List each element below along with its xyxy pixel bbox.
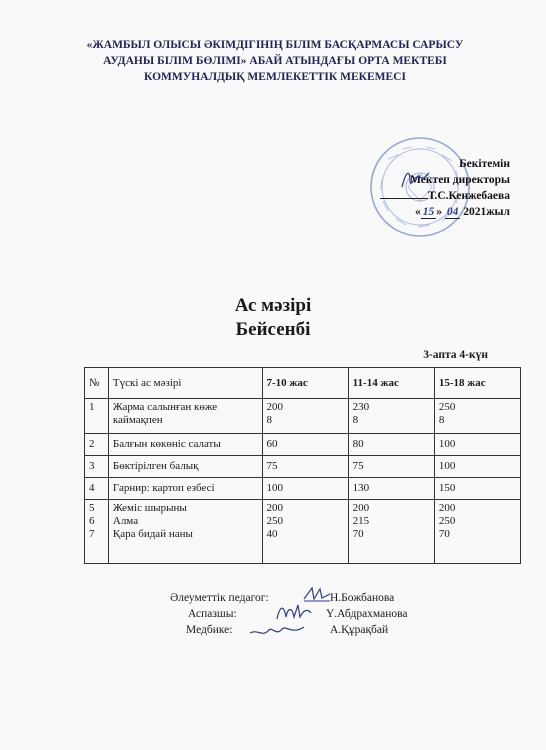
row-qty-11-14 [348, 399, 434, 434]
row-dish [108, 478, 262, 500]
date-year: 2021жыл [463, 206, 510, 218]
table-row [85, 399, 521, 434]
qty-value: 8 [266, 414, 272, 426]
qty-value: 250 [438, 401, 456, 413]
approval-signature-line [360, 188, 510, 204]
qty-value: 40 [266, 528, 278, 540]
nurse-signature-icon [248, 619, 306, 641]
qty-value: 8 [352, 414, 359, 426]
qty-value: 250 [438, 515, 456, 527]
director-signature-icon [398, 167, 432, 191]
pedagogue-role: Әлеуметтік педагог: [170, 592, 269, 604]
header-line-1: «ЖАМБЫЛ ОЛЫСЫ ӘКІМДІГІНІҢ БІЛІМ БАСҚАРМАСЫ САРЫСУ [86, 39, 464, 51]
approval-title: Бекітемін [459, 158, 510, 170]
row-number-value: 5 [89, 502, 95, 514]
qty-value: 150 [438, 482, 456, 494]
signature-row-pedagogue [170, 591, 470, 607]
qty-value: 80 [352, 438, 364, 450]
qty-value: 200 [352, 502, 370, 514]
date-day: 15 [422, 206, 435, 218]
dish-name: Алма [112, 515, 139, 527]
header-number: № [85, 368, 109, 399]
row-qty-7-10 [262, 434, 348, 456]
qty-value: 8 [438, 414, 445, 426]
row-qty-15-18 [434, 478, 520, 500]
row-qty-11-14 [348, 500, 434, 564]
qty-value: 75 [352, 460, 364, 472]
row-qty-7-10 [262, 478, 348, 500]
dish-name: Бөктірілген балық [112, 460, 199, 472]
qty-value: 75 [266, 460, 278, 472]
qty-value: 60 [266, 438, 278, 450]
row-number-value: 3 [89, 460, 95, 472]
row-qty-11-14 [348, 434, 434, 456]
header-line-3: КОММУНАЛДЫҚ МЕМЛЕКЕТТІК МЕКЕМЕСІ [144, 71, 406, 83]
row-number-value: 2 [89, 438, 95, 450]
menu-day: Бейсенбі [235, 319, 311, 340]
row-qty-7-10 [262, 399, 348, 434]
signatures-block [170, 591, 470, 639]
qty-value: 130 [352, 482, 370, 494]
qty-value: 100 [438, 460, 456, 472]
qty-value: 70 [352, 528, 364, 540]
dish-name: Гарнир: картоп езбесі [112, 482, 215, 494]
qty-value: 215 [352, 515, 370, 527]
row-number [85, 500, 109, 564]
signature-row-nurse [170, 623, 470, 639]
table-row [85, 500, 521, 564]
row-number [85, 456, 109, 478]
row-dish [108, 456, 262, 478]
row-qty-15-18 [434, 434, 520, 456]
date-quote-open: « [414, 206, 421, 218]
table-row [85, 434, 521, 456]
row-number-value: 6 [89, 515, 95, 527]
row-number [85, 478, 109, 500]
row-number-value: 7 [89, 528, 95, 540]
dish-name: Жарма салынған көже [112, 401, 218, 413]
dish-name: каймақпен [112, 414, 163, 426]
cook-role: Аспазшы: [188, 608, 237, 620]
row-qty-15-18 [434, 500, 520, 564]
dish-name: Қара бидай наны [112, 528, 193, 540]
date-quote-close: » [436, 206, 442, 218]
header-line-2: АУДАНЫ БІЛІМ БӨЛІМІ» АБАЙ АТЫНДАҒЫ ОРТА МЕКТЕБІ [103, 55, 447, 67]
row-dish [108, 500, 262, 564]
table-row [85, 456, 521, 478]
date-month: 04 [446, 206, 459, 218]
qty-value: 200 [266, 401, 283, 413]
row-dish [108, 434, 262, 456]
pedagogue-name: Н.Божбанова [330, 592, 395, 604]
menu-week: 3-апта 4-күн [423, 349, 488, 361]
approval-position: Мектеп директоры [410, 174, 510, 186]
row-number-value: 4 [89, 482, 95, 494]
row-dish [108, 399, 262, 434]
header-dish: Түскі ас мәзірі [108, 368, 262, 399]
menu-title: Ас мәзірі [234, 295, 312, 316]
row-qty-11-14 [348, 478, 434, 500]
header-age-7-10: 7-10 жас [262, 368, 348, 399]
nurse-name: А.Құрақбай [330, 624, 389, 636]
qty-value: 100 [266, 482, 283, 494]
cook-name: Ү.Абдрахманова [326, 608, 408, 620]
row-qty-7-10 [262, 500, 348, 564]
qty-value: 70 [438, 528, 450, 540]
qty-value: 100 [438, 438, 456, 450]
row-number [85, 399, 109, 434]
header-age-15-18: 15-18 жас [434, 368, 520, 399]
director-name: Т.С.Кенжебаева [427, 190, 510, 202]
approval-block [360, 156, 510, 220]
row-number-value: 1 [89, 401, 95, 413]
qty-value: 230 [352, 401, 370, 413]
nurse-role: Медбике: [186, 624, 233, 636]
qty-value: 200 [266, 502, 283, 514]
dish-name: Балғын көкөніс салаты [112, 438, 221, 450]
table-header-row [85, 368, 521, 399]
dish-name: Жеміс шырыны [112, 502, 187, 514]
row-qty-11-14 [348, 456, 434, 478]
school-header [70, 37, 480, 85]
row-number [85, 434, 109, 456]
row-qty-15-18 [434, 456, 520, 478]
qty-value: 250 [266, 515, 283, 527]
row-qty-7-10 [262, 456, 348, 478]
signature-row-cook [170, 607, 470, 623]
table-row [85, 478, 521, 500]
qty-value: 200 [438, 502, 456, 514]
header-age-11-14: 11-14 жас [348, 368, 434, 399]
menu-table [84, 367, 521, 564]
approval-date [360, 204, 510, 220]
row-qty-15-18 [434, 399, 520, 434]
